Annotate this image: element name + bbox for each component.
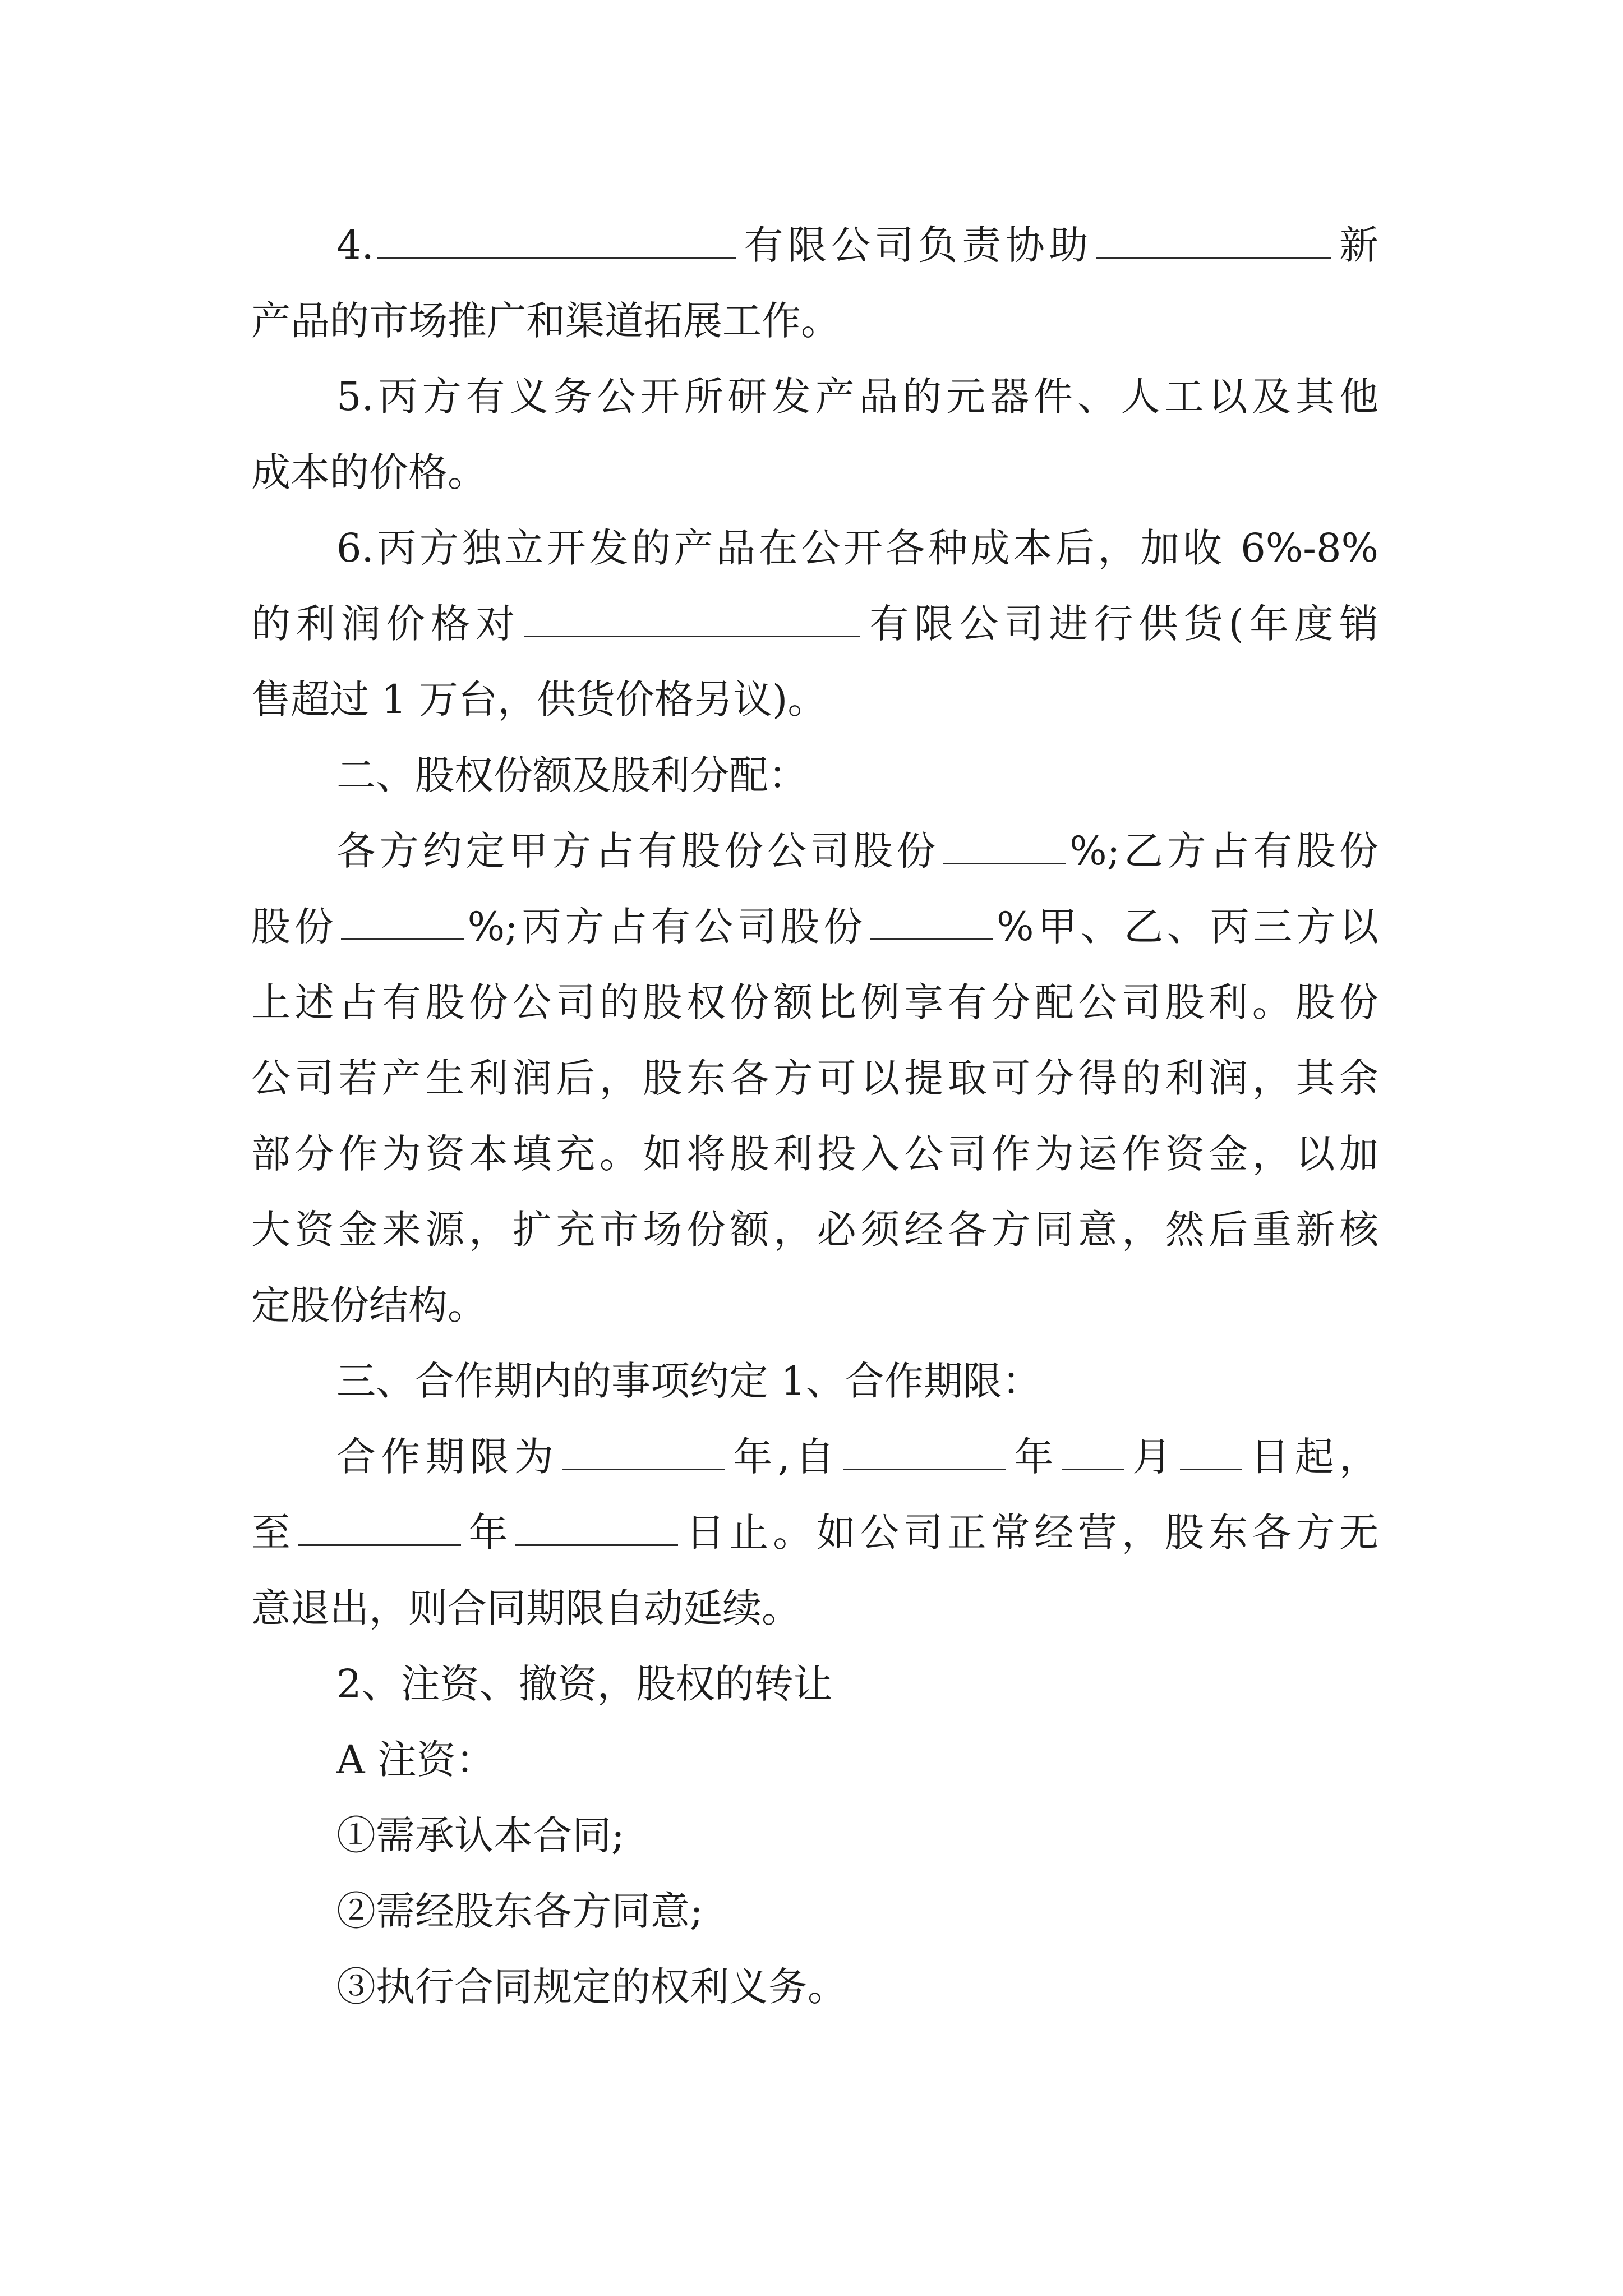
text-line xyxy=(251,1039,1378,1117)
text-segment: %;乙方占有股份 xyxy=(1069,828,1378,874)
text-segment: 年 xyxy=(1009,1434,1059,1480)
list-item xyxy=(336,1796,1378,1875)
text-line xyxy=(251,887,1378,966)
text-segment: 合作期限为 xyxy=(336,1434,559,1480)
text-segment: 5.丙方有义务公开所研发产品的元器件、人工以及其他 xyxy=(336,374,1378,420)
section-heading xyxy=(336,736,1378,815)
text-line xyxy=(251,1190,1378,1269)
text-segment: 产品的市场推广和渠道拓展工作。 xyxy=(251,298,840,344)
list-item xyxy=(336,1872,1378,1950)
text-segment: %;丙方占有公司股份 xyxy=(467,904,867,950)
text-segment: 上述占有股份公司的股权份额比例享有分配公司股利。股份 xyxy=(251,979,1378,1025)
fill-in-blank xyxy=(1062,1433,1124,1470)
text-line xyxy=(336,1645,1378,1723)
text-segment: 2、注资、撤资，股权的转让 xyxy=(336,1661,833,1707)
fill-in-blank xyxy=(377,221,736,259)
text-segment: 二、股权份额及股利分配： xyxy=(336,752,808,798)
text-segment: A 注资： xyxy=(336,1737,495,1783)
fill-in-blank xyxy=(870,903,993,940)
text-segment: 6.丙方独立开发的产品在公开各种成本后，加收 6%-8% xyxy=(336,525,1378,571)
text-line xyxy=(251,1115,1378,1193)
text-segment: 大资金来源，扩充市场份额，必须经各方同意，然后重新核 xyxy=(251,1207,1378,1253)
item-number: 4. xyxy=(336,222,374,268)
text-line xyxy=(336,357,1378,436)
fill-in-blank xyxy=(515,1508,678,1546)
text-segment: 成本的价格。 xyxy=(251,449,487,495)
text-line xyxy=(336,206,1378,284)
text-segment: 年 xyxy=(464,1510,513,1556)
text-line xyxy=(336,1418,1378,1496)
text-segment: 有限公司负责协助 xyxy=(739,222,1093,268)
text-line xyxy=(251,282,1378,360)
text-line xyxy=(251,585,1378,663)
fill-in-blank xyxy=(843,1433,1006,1470)
text-segment: 股份 xyxy=(251,904,338,950)
text-line xyxy=(336,812,1378,890)
text-segment: 日止。如公司正常经营，股东各方无 xyxy=(681,1510,1379,1556)
fill-in-blank xyxy=(1096,221,1331,259)
text-line xyxy=(251,433,1378,512)
text-segment: 售超过 1 万台，供货价格另议)。 xyxy=(251,677,827,723)
text-segment: 新 xyxy=(1335,222,1379,268)
text-line xyxy=(251,963,1378,1042)
fill-in-blank xyxy=(298,1508,461,1546)
text-segment: 定股份结构。 xyxy=(251,1282,487,1328)
text-line xyxy=(251,660,1378,739)
fill-in-blank xyxy=(524,600,860,637)
text-segment: 月 xyxy=(1127,1434,1177,1480)
text-segment: ③执行合同规定的权利义务。 xyxy=(336,1964,847,2010)
text-segment: %甲、乙、丙三方以 xyxy=(997,904,1379,950)
text-segment: 三、合作期内的事项约定 1、合作期限： xyxy=(336,1358,1041,1404)
text-line xyxy=(251,1569,1378,1648)
fill-in-blank xyxy=(1180,1433,1242,1470)
fill-in-blank xyxy=(341,903,464,940)
fill-in-blank xyxy=(943,827,1066,864)
text-segment: 公司若产生利润后，股东各方可以提取可分得的利润，其余 xyxy=(251,1055,1378,1101)
text-segment: 有限公司进行供货(年度销 xyxy=(864,601,1379,647)
text-segment: 的利润价格对 xyxy=(251,601,521,647)
text-segment: 至 xyxy=(251,1510,295,1556)
text-segment: 各方约定甲方占有股份公司股份 xyxy=(336,828,940,874)
fill-in-blank xyxy=(562,1433,725,1470)
section-heading xyxy=(336,1342,1378,1420)
text-segment: 部分作为资本填充。如将股利投入公司作为运作资金，以加 xyxy=(251,1131,1378,1177)
text-line xyxy=(336,1720,1378,1799)
text-segment: 日起， xyxy=(1245,1434,1378,1480)
text-line xyxy=(336,509,1378,587)
text-segment: ②需经股东各方同意; xyxy=(336,1888,703,1934)
text-line xyxy=(251,1493,1378,1572)
text-line xyxy=(251,1266,1378,1345)
text-segment: ①需承认本合同; xyxy=(336,1812,625,1858)
list-item xyxy=(336,1948,1378,2026)
text-segment: 年,自 xyxy=(728,1434,840,1480)
text-segment: 意退出，则合同期限自动延续。 xyxy=(251,1585,801,1631)
